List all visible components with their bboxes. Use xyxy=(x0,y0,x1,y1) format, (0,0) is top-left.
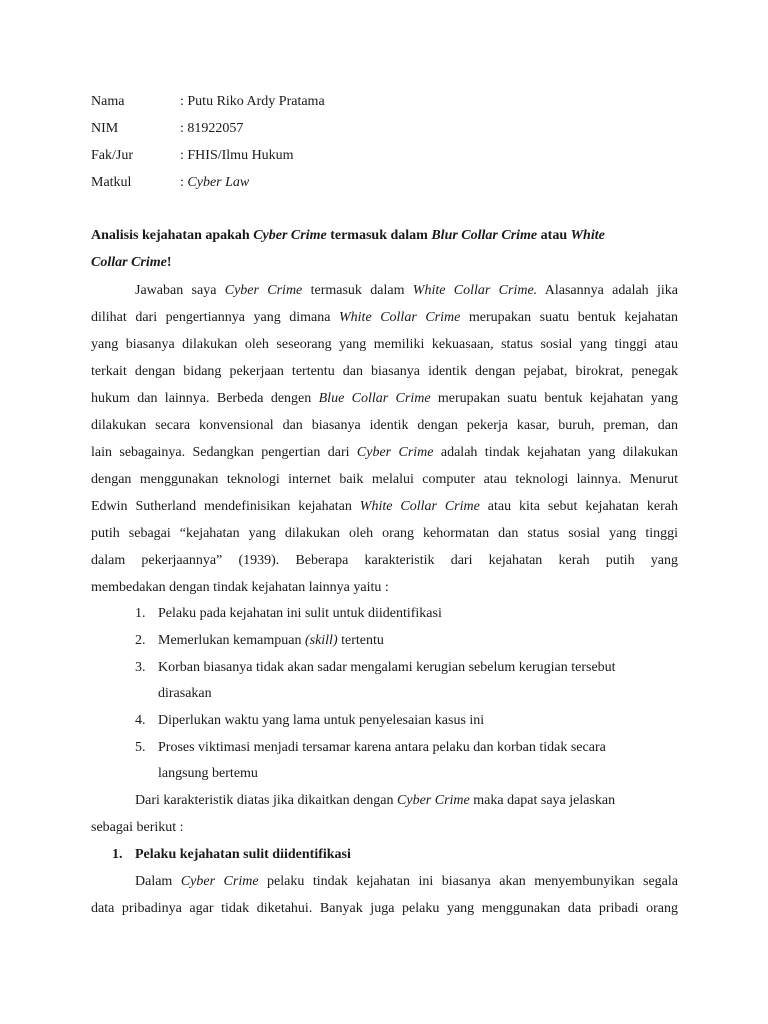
text-run: merupakan suatu bentuk kejahatan yang xyxy=(430,391,678,406)
text-run: Memerlukan kemampuan xyxy=(158,633,305,648)
text-run: dengan menggunakan teknologi internet baik melalui computer atau teknologi lainnya. Menurut xyxy=(91,472,678,487)
text-run: pelaku tindak kejahatan ini biasanya akan menyembunyikan segala xyxy=(258,874,678,889)
paragraph-line xyxy=(91,818,678,838)
text-run: dalam pekerjaannya” (1939). Beberapa karakteristik dari kejahatan kerah putih yang xyxy=(91,553,678,568)
italic-run: Cyber Crime xyxy=(356,445,434,460)
text-run: atau kita sebut kejahatan kerah xyxy=(479,499,678,514)
heading-italic: White xyxy=(570,228,605,243)
paragraph-line xyxy=(91,389,678,409)
identity-value: : FHIS/Ilmu Hukum xyxy=(180,148,294,163)
paragraph-line xyxy=(91,308,678,328)
list-number: 1. xyxy=(135,606,146,621)
italic-run: (skill) xyxy=(304,633,338,648)
heading-text: ! xyxy=(166,255,172,270)
paragraph-line xyxy=(91,899,678,919)
document-heading-line-2 xyxy=(91,253,678,273)
heading-italic: Blur Collar Crime xyxy=(431,228,538,243)
paragraph-line xyxy=(91,551,678,571)
identity-label: Nama xyxy=(91,94,125,109)
text-run: terkait dengan bidang pekerjaan tertentu dan biasanya identik dengan pejabat, birokrat, penegak xyxy=(91,364,678,379)
list-item xyxy=(158,631,384,651)
section-heading: Pelaku kejahatan sulit diidentifikasi xyxy=(135,847,351,862)
text-run: Edwin Sutherland mendefinisikan kejahatan xyxy=(91,499,360,514)
identity-label: NIM xyxy=(91,121,119,136)
list-item-continuation: langsung bertemu xyxy=(158,766,258,781)
italic-run: White Collar Crime xyxy=(339,310,461,325)
identity-value-italic: Cyber Law xyxy=(187,175,250,190)
text-run: membedakan dengan tindak kejahatan lainnya yaitu : xyxy=(91,580,389,595)
section-number: 1. xyxy=(112,847,123,862)
list-number: 5. xyxy=(135,740,146,755)
italic-run: Cyber Crime xyxy=(180,874,259,889)
identity-label: Fak/Jur xyxy=(91,148,133,163)
text-run: Dalam xyxy=(135,874,181,889)
text-run: Proses viktimasi menjadi tersamar karena antara pelaku dan korban tidak secara xyxy=(158,740,606,755)
paragraph-line xyxy=(91,497,678,517)
identity-label: Matkul xyxy=(91,175,132,190)
heading-text: atau xyxy=(537,228,571,243)
text-run: merupakan suatu bentuk kejahatan xyxy=(460,310,678,325)
italic-run: Cyber Crime xyxy=(397,793,470,808)
document-heading-line-1 xyxy=(91,226,678,246)
italic-run: Cyber Crime xyxy=(224,283,303,298)
text-run: adalah tindak kejahatan yang dilakukan xyxy=(433,445,678,460)
text-run: Alasannya adalah jika xyxy=(537,283,678,298)
heading-italic: Collar Crime xyxy=(91,255,167,270)
paragraph-line xyxy=(91,443,678,463)
paragraph-line xyxy=(91,335,678,355)
identity-value xyxy=(180,173,249,193)
heading-italic: Cyber Crime xyxy=(253,228,327,243)
text-run: Diperlukan waktu yang lama untuk penyelesaian kasus ini xyxy=(158,713,485,728)
paragraph-line xyxy=(91,362,678,382)
text-run: sebagai berikut : xyxy=(91,820,184,835)
text-run: Jawaban saya xyxy=(135,283,225,298)
text-run: Dari karakteristik diatas jika dikaitkan dengan xyxy=(135,793,398,808)
italic-run: White Collar Crime xyxy=(359,499,480,514)
paragraph-line xyxy=(91,416,678,436)
text-run: Korban biasanya tidak akan sadar mengalami kerugian sebelum kerugian tersebut xyxy=(158,660,616,675)
text-run: maka dapat saya jelaskan xyxy=(469,793,616,808)
text-run: termasuk dalam xyxy=(302,283,413,298)
heading-text: Analisis kejahatan apakah xyxy=(91,228,254,243)
text-run: yang biasanya dilakukan oleh seseorang yang memiliki kekuasaan, status sosial yang tinggi atau xyxy=(91,337,678,352)
italic-run: Blue Collar Crime xyxy=(318,391,431,406)
list-number: 2. xyxy=(135,633,146,648)
paragraph-line xyxy=(91,470,678,490)
list-item xyxy=(158,658,616,678)
text-run: dilihat dari pengertiannya yang dimana xyxy=(91,310,339,325)
paragraph-line xyxy=(91,524,678,544)
paragraph-line xyxy=(135,872,678,892)
list-item-continuation: dirasakan xyxy=(158,686,212,701)
list-number: 4. xyxy=(135,713,146,728)
text-run: dilakukan secara konvensional dan biasanya identik dengan pekerja kasar, buruh, preman, dan xyxy=(91,418,678,433)
heading-text: termasuk dalam xyxy=(326,228,432,243)
identity-value: : 81922057 xyxy=(180,121,244,136)
text-run: lain sebagainya. Sedangkan pengertian dari xyxy=(91,445,357,460)
list-item xyxy=(158,711,484,731)
italic-run: White Collar Crime. xyxy=(412,283,538,298)
text-run: hukum dan lainnya. Berbeda dengen xyxy=(91,391,319,406)
identity-value-prefix: : xyxy=(180,175,188,190)
list-item xyxy=(158,738,606,758)
text-run: Pelaku pada kejahatan ini sulit untuk diidentifikasi xyxy=(158,606,442,621)
list-item xyxy=(158,604,442,624)
paragraph-line xyxy=(91,578,678,598)
text-run: putih sebagai “kejahatan yang dilakukan oleh orang kehormatan dan status sosial yang tinggi xyxy=(91,526,678,541)
identity-value: : Putu Riko Ardy Pratama xyxy=(180,94,325,109)
text-run: data pribadinya agar tidak diketahui. Banyak juga pelaku yang menggunakan data pribadi orang xyxy=(91,901,678,916)
list-number: 3. xyxy=(135,660,146,675)
paragraph-line xyxy=(135,281,678,301)
paragraph-line xyxy=(135,791,678,811)
text-run: tertentu xyxy=(337,633,384,648)
